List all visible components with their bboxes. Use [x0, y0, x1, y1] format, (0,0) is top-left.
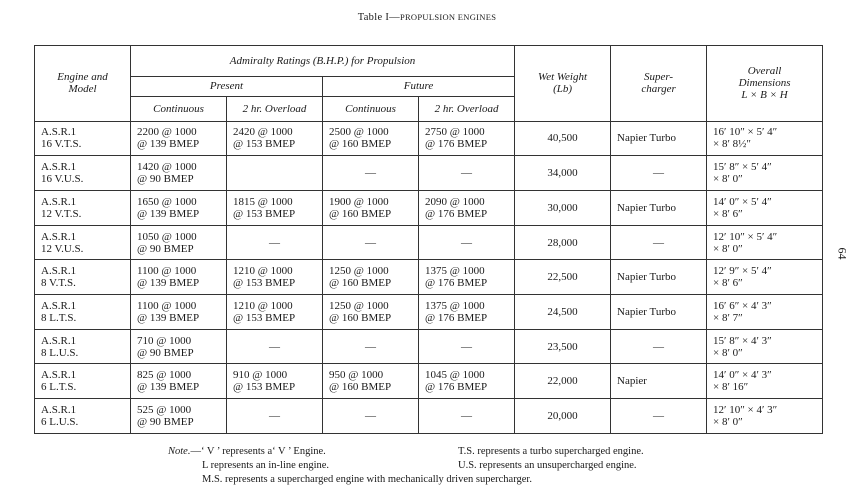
table-row: [35, 121, 823, 156]
table-title: [0, 12, 854, 23]
cell-engine-model: A.S.R.1 16 V.T.S.: [35, 121, 131, 156]
header-future-overload: 2 hr. Overload: [419, 97, 515, 122]
header-dimensions: Overall Dimensions L × B × H: [707, 46, 823, 122]
cell-future-overload: 1375 @ 1000 @ 176 BMEP: [419, 295, 515, 330]
cell-future-continuous: 1250 @ 1000 @ 160 BMEP: [323, 295, 419, 330]
cell-present-overload: 910 @ 1000 @ 153 BMEP: [227, 364, 323, 399]
cell-future-continuous: 1250 @ 1000 @ 160 BMEP: [323, 260, 419, 295]
table-title-prefix: Table I: [357, 12, 390, 23]
table-row: [35, 399, 823, 434]
cell-present-continuous: 525 @ 1000 @ 90 BMEP: [131, 399, 227, 434]
cell-present-continuous: 1100 @ 1000 @ 139 BMEP: [131, 295, 227, 330]
table-row: [35, 329, 823, 364]
note-us: U.S. represents an unsupercharged engine.: [458, 460, 637, 471]
propulsion-engines-table: [34, 45, 823, 434]
note-l: L represents an in-line engine.: [202, 460, 330, 471]
page-number: 64: [835, 247, 850, 260]
note-v: Note.—‘ V ’ represents a‘ V ’ Engine.: [168, 446, 326, 457]
cell-dimensions: 12′ 10″ × 4′ 3″ × 8′ 0″: [707, 399, 823, 434]
cell-future-overload: 2750 @ 1000 @ 176 BMEP: [419, 121, 515, 156]
cell-wet-weight: 23,500: [515, 329, 611, 364]
cell-engine-model: A.S.R.1 8 L.T.S.: [35, 295, 131, 330]
cell-supercharger: —: [611, 156, 707, 191]
table-row: [35, 260, 823, 295]
cell-supercharger: —: [611, 225, 707, 260]
cell-supercharger: Napier Turbo: [611, 295, 707, 330]
cell-supercharger: Napier Turbo: [611, 260, 707, 295]
cell-wet-weight: 40,500: [515, 121, 611, 156]
cell-engine-model: A.S.R.1 6 L.T.S.: [35, 364, 131, 399]
header-present-continuous: Continuous: [131, 97, 227, 122]
cell-dimensions: 16′ 6″ × 4′ 3″ × 8′ 7″: [707, 295, 823, 330]
cell-engine-model: A.S.R.1 8 V.T.S.: [35, 260, 131, 295]
cell-wet-weight: 30,000: [515, 190, 611, 225]
cell-future-overload: —: [419, 225, 515, 260]
header-wet-weight: Wet Weight (Lb): [515, 46, 611, 122]
cell-dimensions: 15′ 8″ × 5′ 4″ × 8′ 0″: [707, 156, 823, 191]
cell-future-continuous: 2500 @ 1000 @ 160 BMEP: [323, 121, 419, 156]
cell-present-continuous: 1050 @ 1000 @ 90 BMEP: [131, 225, 227, 260]
cell-future-overload: 1375 @ 1000 @ 176 BMEP: [419, 260, 515, 295]
note-label: Note.: [168, 446, 191, 457]
cell-present-continuous: 825 @ 1000 @ 139 BMEP: [131, 364, 227, 399]
cell-wet-weight: 22,500: [515, 260, 611, 295]
header-supercharger: Super- charger: [611, 46, 707, 122]
cell-present-overload: —: [227, 399, 323, 434]
table-row: [35, 225, 823, 260]
cell-future-overload: 1045 @ 1000 @ 176 BMEP: [419, 364, 515, 399]
cell-present-overload: 1210 @ 1000 @ 153 BMEP: [227, 295, 323, 330]
cell-dimensions: 16′ 10″ × 5′ 4″ × 8′ 8½″: [707, 121, 823, 156]
cell-engine-model: A.S.R.1 16 V.U.S.: [35, 156, 131, 191]
cell-dimensions: 14′ 0″ × 4′ 3″ × 8′ 16″: [707, 364, 823, 399]
table-row: [35, 190, 823, 225]
header-present-overload: 2 hr. Overload: [227, 97, 323, 122]
cell-present-continuous: 1100 @ 1000 @ 139 BMEP: [131, 260, 227, 295]
cell-dimensions: 12′ 10″ × 5′ 4″ × 8′ 0″: [707, 225, 823, 260]
header-future: Future: [323, 76, 515, 96]
header-future-continuous: Continuous: [323, 97, 419, 122]
cell-future-continuous: 950 @ 1000 @ 160 BMEP: [323, 364, 419, 399]
cell-future-continuous: —: [323, 225, 419, 260]
cell-present-overload: [227, 156, 323, 191]
cell-wet-weight: 34,000: [515, 156, 611, 191]
table-title-text: PROPULSION ENGINES: [399, 12, 497, 22]
cell-future-continuous: 1900 @ 1000 @ 160 BMEP: [323, 190, 419, 225]
cell-present-overload: 2420 @ 1000 @ 153 BMEP: [227, 121, 323, 156]
cell-future-overload: —: [419, 156, 515, 191]
cell-engine-model: A.S.R.1 6 L.U.S.: [35, 399, 131, 434]
header-present: Present: [131, 76, 323, 96]
cell-supercharger: —: [611, 329, 707, 364]
cell-engine-model: A.S.R.1 8 L.U.S.: [35, 329, 131, 364]
cell-supercharger: —: [611, 399, 707, 434]
cell-supercharger: Napier Turbo: [611, 121, 707, 156]
cell-dimensions: 15′ 8″ × 4′ 3″ × 8′ 0″: [707, 329, 823, 364]
note-ms: M.S. represents a supercharged engine with mechanically driven supercharger.: [202, 474, 532, 485]
cell-future-overload: —: [419, 329, 515, 364]
cell-present-continuous: 1650 @ 1000 @ 139 BMEP: [131, 190, 227, 225]
cell-present-continuous: 2200 @ 1000 @ 139 BMEP: [131, 121, 227, 156]
cell-wet-weight: 24,500: [515, 295, 611, 330]
header-admiralty-ratings: Admiralty Ratings (B.H.P.) for Propulsion: [131, 46, 515, 77]
table-title-dash: —: [389, 12, 400, 23]
cell-engine-model: A.S.R.1 12 V.U.S.: [35, 225, 131, 260]
cell-future-continuous: —: [323, 399, 419, 434]
cell-future-continuous: —: [323, 156, 419, 191]
header-engine-model: Engine and Model: [35, 46, 131, 122]
table-body: [35, 121, 823, 433]
cell-future-overload: 2090 @ 1000 @ 176 BMEP: [419, 190, 515, 225]
cell-present-overload: —: [227, 225, 323, 260]
table-row: [35, 295, 823, 330]
note-ts: T.S. represents a turbo supercharged engine.: [458, 446, 644, 457]
cell-present-overload: 1815 @ 1000 @ 153 BMEP: [227, 190, 323, 225]
cell-present-continuous: 710 @ 1000 @ 90 BMEP: [131, 329, 227, 364]
cell-wet-weight: 28,000: [515, 225, 611, 260]
cell-present-continuous: 1420 @ 1000 @ 90 BMEP: [131, 156, 227, 191]
cell-dimensions: 14′ 0″ × 5′ 4″ × 8′ 6″: [707, 190, 823, 225]
cell-dimensions: 12′ 9″ × 5′ 4″ × 8′ 6″: [707, 260, 823, 295]
table-row: [35, 364, 823, 399]
table-row: [35, 156, 823, 191]
cell-supercharger: Napier: [611, 364, 707, 399]
cell-supercharger: Napier Turbo: [611, 190, 707, 225]
cell-future-continuous: —: [323, 329, 419, 364]
cell-future-overload: —: [419, 399, 515, 434]
cell-present-overload: —: [227, 329, 323, 364]
cell-wet-weight: 22,000: [515, 364, 611, 399]
cell-wet-weight: 20,000: [515, 399, 611, 434]
cell-engine-model: A.S.R.1 12 V.T.S.: [35, 190, 131, 225]
cell-present-overload: 1210 @ 1000 @ 153 BMEP: [227, 260, 323, 295]
